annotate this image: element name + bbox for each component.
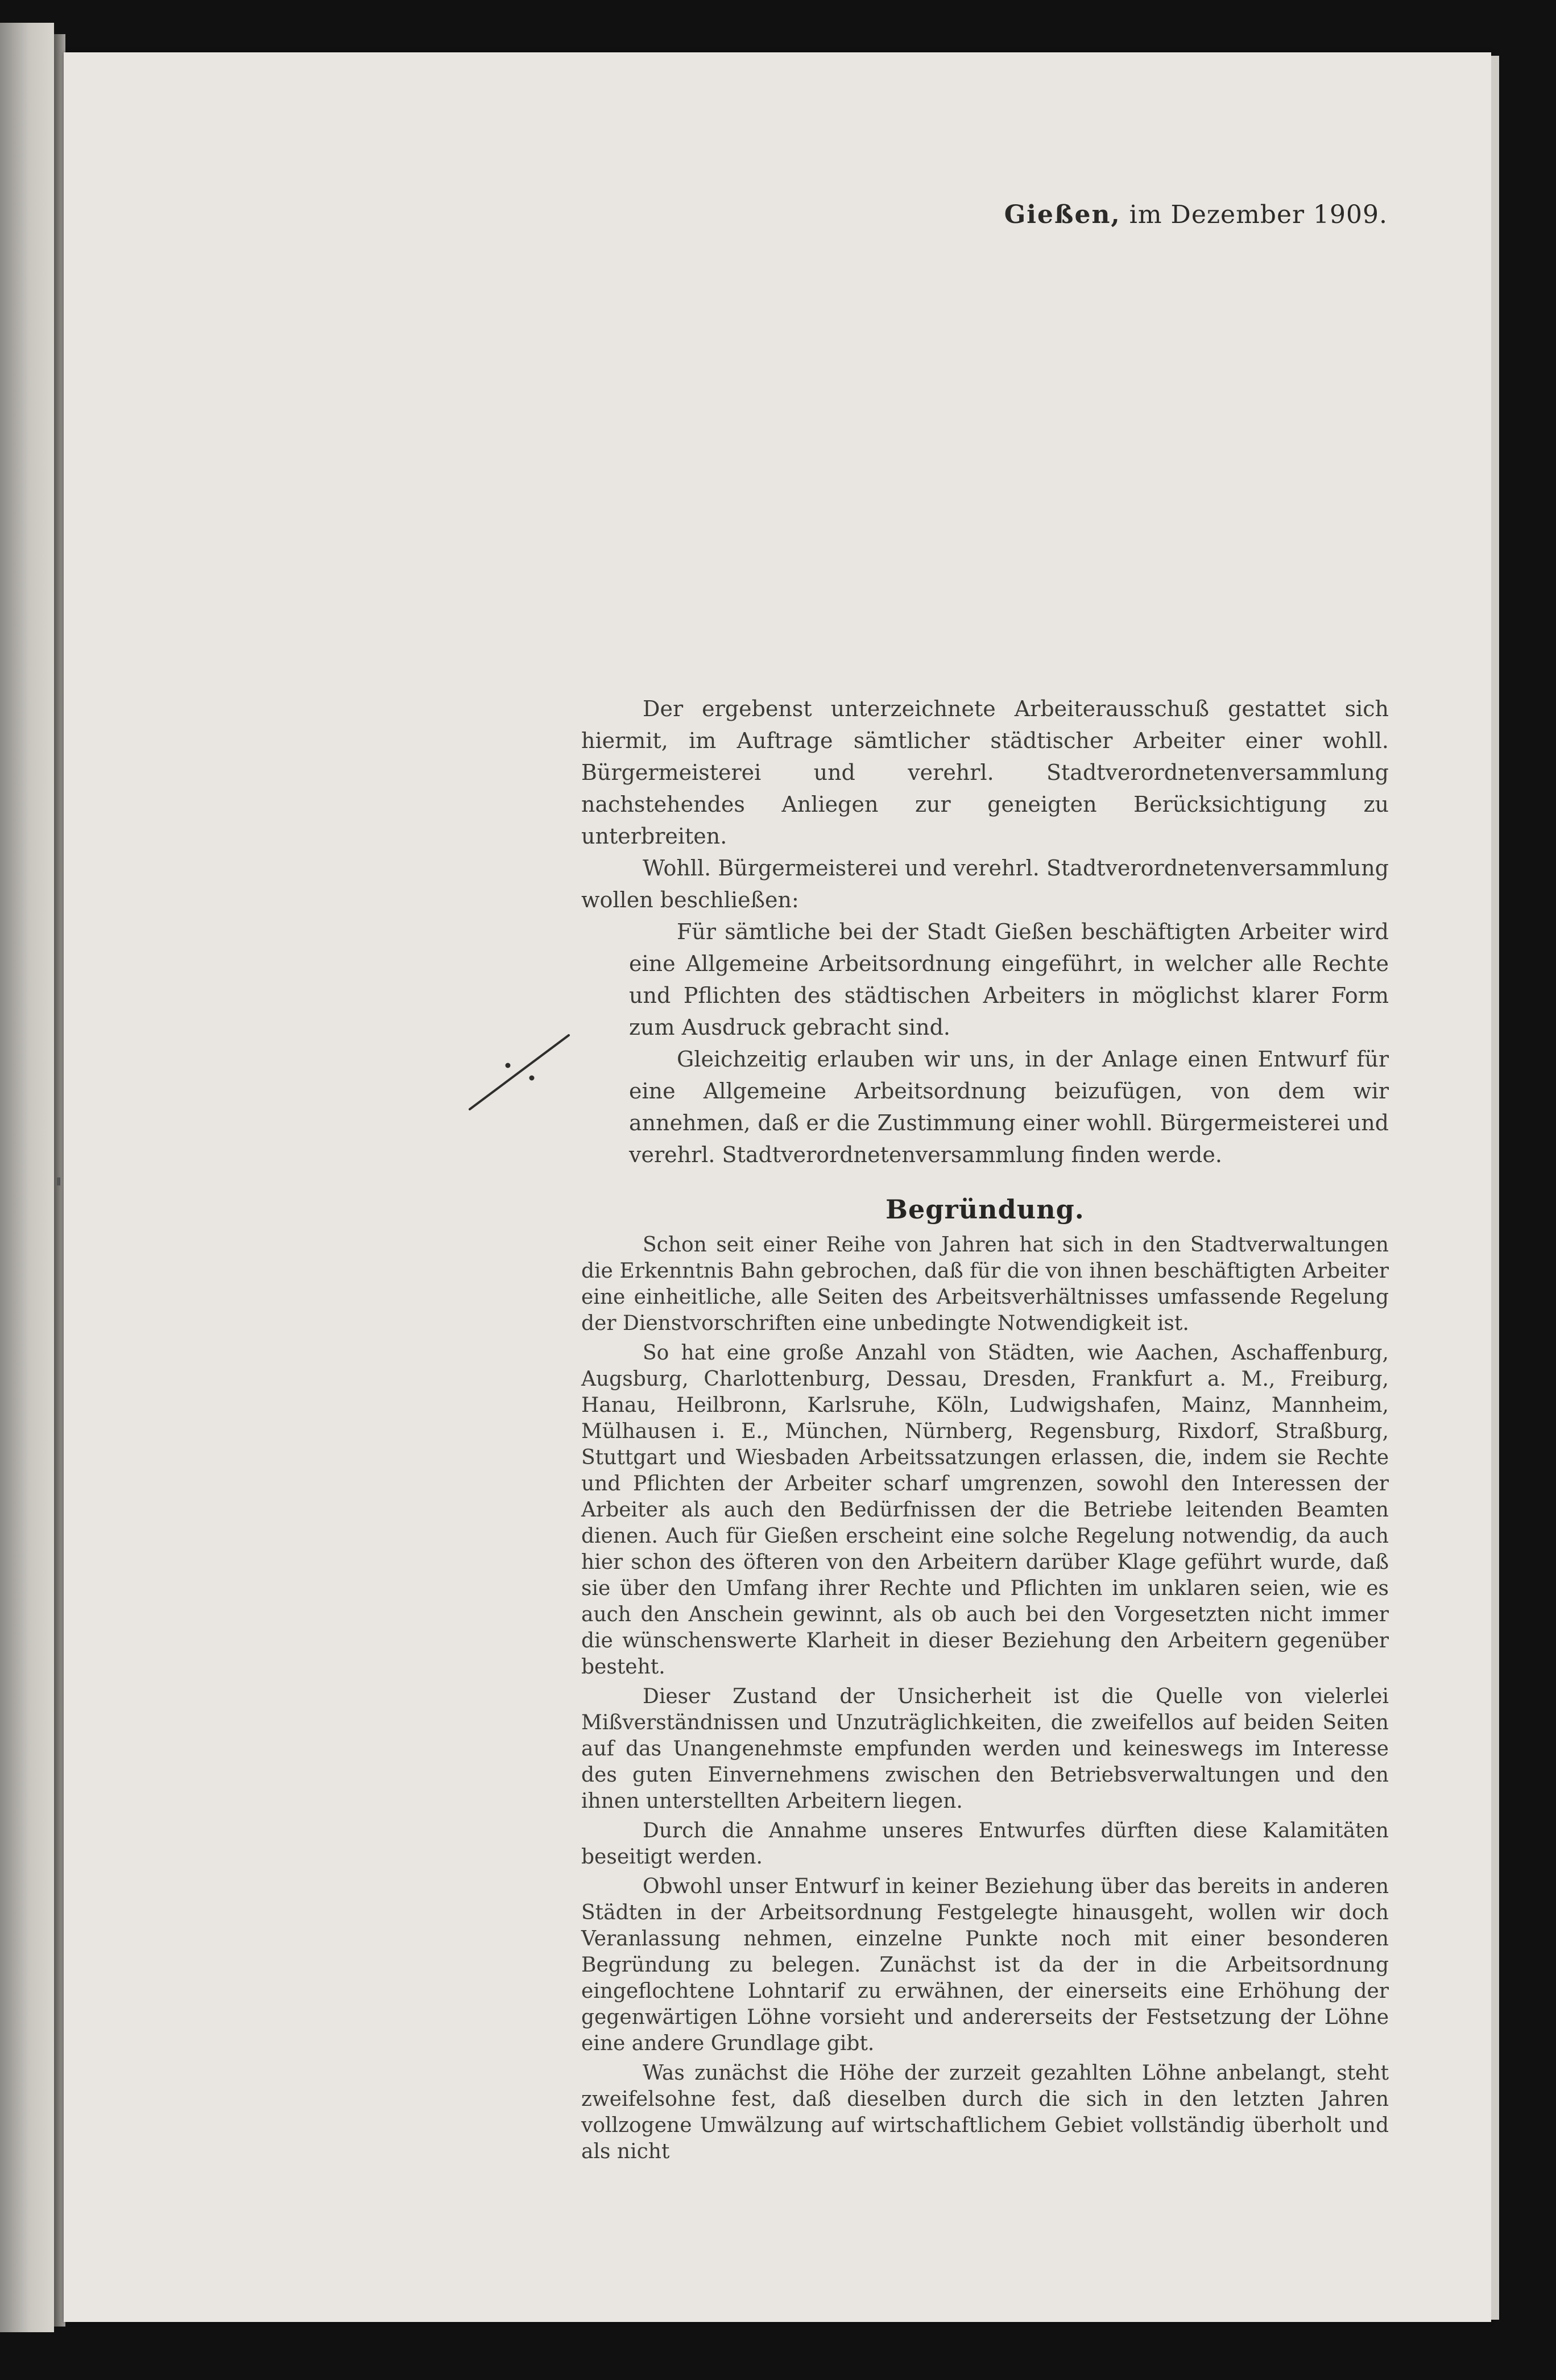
reasoning-paragraph-1: Schon seit einer Reihe von Jahren hat sich in den Stadtverwaltungen die Erkenntnis Bahn gebrochen, daß für die von ihnen beschäftigten Arbeiter eine einheitliche, alle Seiten des Arbeitsverhältnisses umfassende Regelung der Dienstvorschriften eine unbedingte Notwendigkeit ist. — [581, 1233, 1389, 1335]
dateline — [967, 200, 1388, 229]
reasoning-paragraph-3: Dieser Zustand der Unsicherheit ist die Quelle von vielerlei Mißverständnissen und Unzuträglichkeiten, die zweifellos auf beiden Seiten auf das Unangenehmste empfunden werden und keineswegs im Interesse des guten Einvernehmens zwischen den Betriebsverwaltungen und den ihnen unterstellten Arbeitern liegen. — [581, 1685, 1389, 1813]
reasoning-paragraph-4: Durch die Annahme unseres Entwurfes dürften diese Kalamitäten beseitigt werden. — [581, 1819, 1389, 1869]
intro-paragraph-2: Wohll. Bürgermeisterei und verehrl. Stadtverordnetenversammlung wollen beschließen: — [581, 856, 1389, 912]
reasoning-paragraph-2: So hat eine große Anzahl von Städten, wie Aachen, Aschaffenburg, Augsburg, Charlottenburg, Dessau, Dresden, Frankfurt a. M., Freiburg, Hanau, Heilbronn, Karlsruhe, Köln, Ludwigshafen, Mainz, Mannheim, Mülhausen i. E., München, Nürnberg, Regensburg, Rixdorf, Straßburg, Stuttgart und Wiesbaden Arbeitssatzungen erlassen, die, indem sie Rechte und Pflichten der Arbeiter scharf umgrenzen, sowohl den Interessen der Arbeiter als auch den Bedürfnissen der die Betriebe leitenden Beamten dienen. Auch für Gießen erscheint eine solche Regelung notwendig, da auch hier schon des öfteren von den Arbeitern darüber Klage geführt wurde, daß sie über den Umfang ihrer Rechte und Pflichten im unklaren seien, wie es auch den Anschein gewinnt, als ob auch bei den Vorgesetzten nicht immer die wünschenswerte Klarheit in dieser Beziehung den Arbeitern gegenüber besteht. — [581, 1341, 1389, 1679]
resolution-block — [629, 916, 1389, 1171]
resolution-paragraph-2: Gleichzeitig erlauben wir uns, in der Anlage einen Entwurf für eine Allgemeine Arbeitsordnung beizufügen, von dem wir annehmen, daß er die Zustimmung einer wohll. Bürgermeisterei und verehrl. Stadtverordnetenversammlung finden werde. — [629, 1047, 1389, 1167]
pen-annotation-mark — [465, 1030, 573, 1115]
intro-paragraph-1: Der ergebenst unterzeichnete Arbeiterausschuß gestattet sich hiermit, im Auftrage sämtlicher städtischer Arbeiter einer wohll. Bürgermeisterei und verehrl. Stadtverordnetenversammlung nachstehendes Anliegen zur geneigten Berücksichtigung zu unterbreiten. — [581, 696, 1389, 849]
letter-body — [581, 693, 1389, 2168]
page-right-edge — [1491, 56, 1499, 2320]
margin-tab-mark — [57, 1177, 60, 1185]
dateline-place: Gießen, — [1004, 200, 1121, 229]
reasoning-paragraph-5: Obwohl unser Entwurf in keiner Beziehung über das bereits in anderen Städten in der Arbeitsordnung Festgelegte hinausgeht, wollen wir doch Veranlassung nehmen, einzelne Punkte noch mit einer besonderen Begründung zu belegen. Zunächst ist da der in die Arbeitsordnung eingeflochtene Lohntarif zu erwähnen, der einerseits eine Erhöhung der gegenwärtigen Löhne vorsieht und andererseits der Festsetzung der Löhne eine andere Grundlage gibt. — [581, 1875, 1389, 2055]
reasoning-paragraph-6: Was zunächst die Höhe der zurzeit gezahlten Löhne anbelangt, steht zweifelsohne fest, daß dieselben durch die sich in den letzten Jahren vollzogene Umwälzung auf wirtschaftlichem Gebiet vollständig überholt und als nicht — [581, 2061, 1389, 2163]
dateline-date: im Dezember 1909. — [1129, 200, 1388, 229]
reasoning-heading: Begründung. — [885, 1194, 1085, 1225]
previous-page-edge — [0, 23, 54, 2332]
resolution-paragraph-1: Für sämtliche bei der Stadt Gießen beschäftigten Arbeiter wird eine Allgemeine Arbeitsordnung eingeführt, in welcher alle Rechte und Pflichten des städtischen Arbeiters in möglichst klarer Form zum Ausdruck gebracht sind. — [629, 919, 1389, 1040]
reasoning-block — [581, 1232, 1389, 2165]
